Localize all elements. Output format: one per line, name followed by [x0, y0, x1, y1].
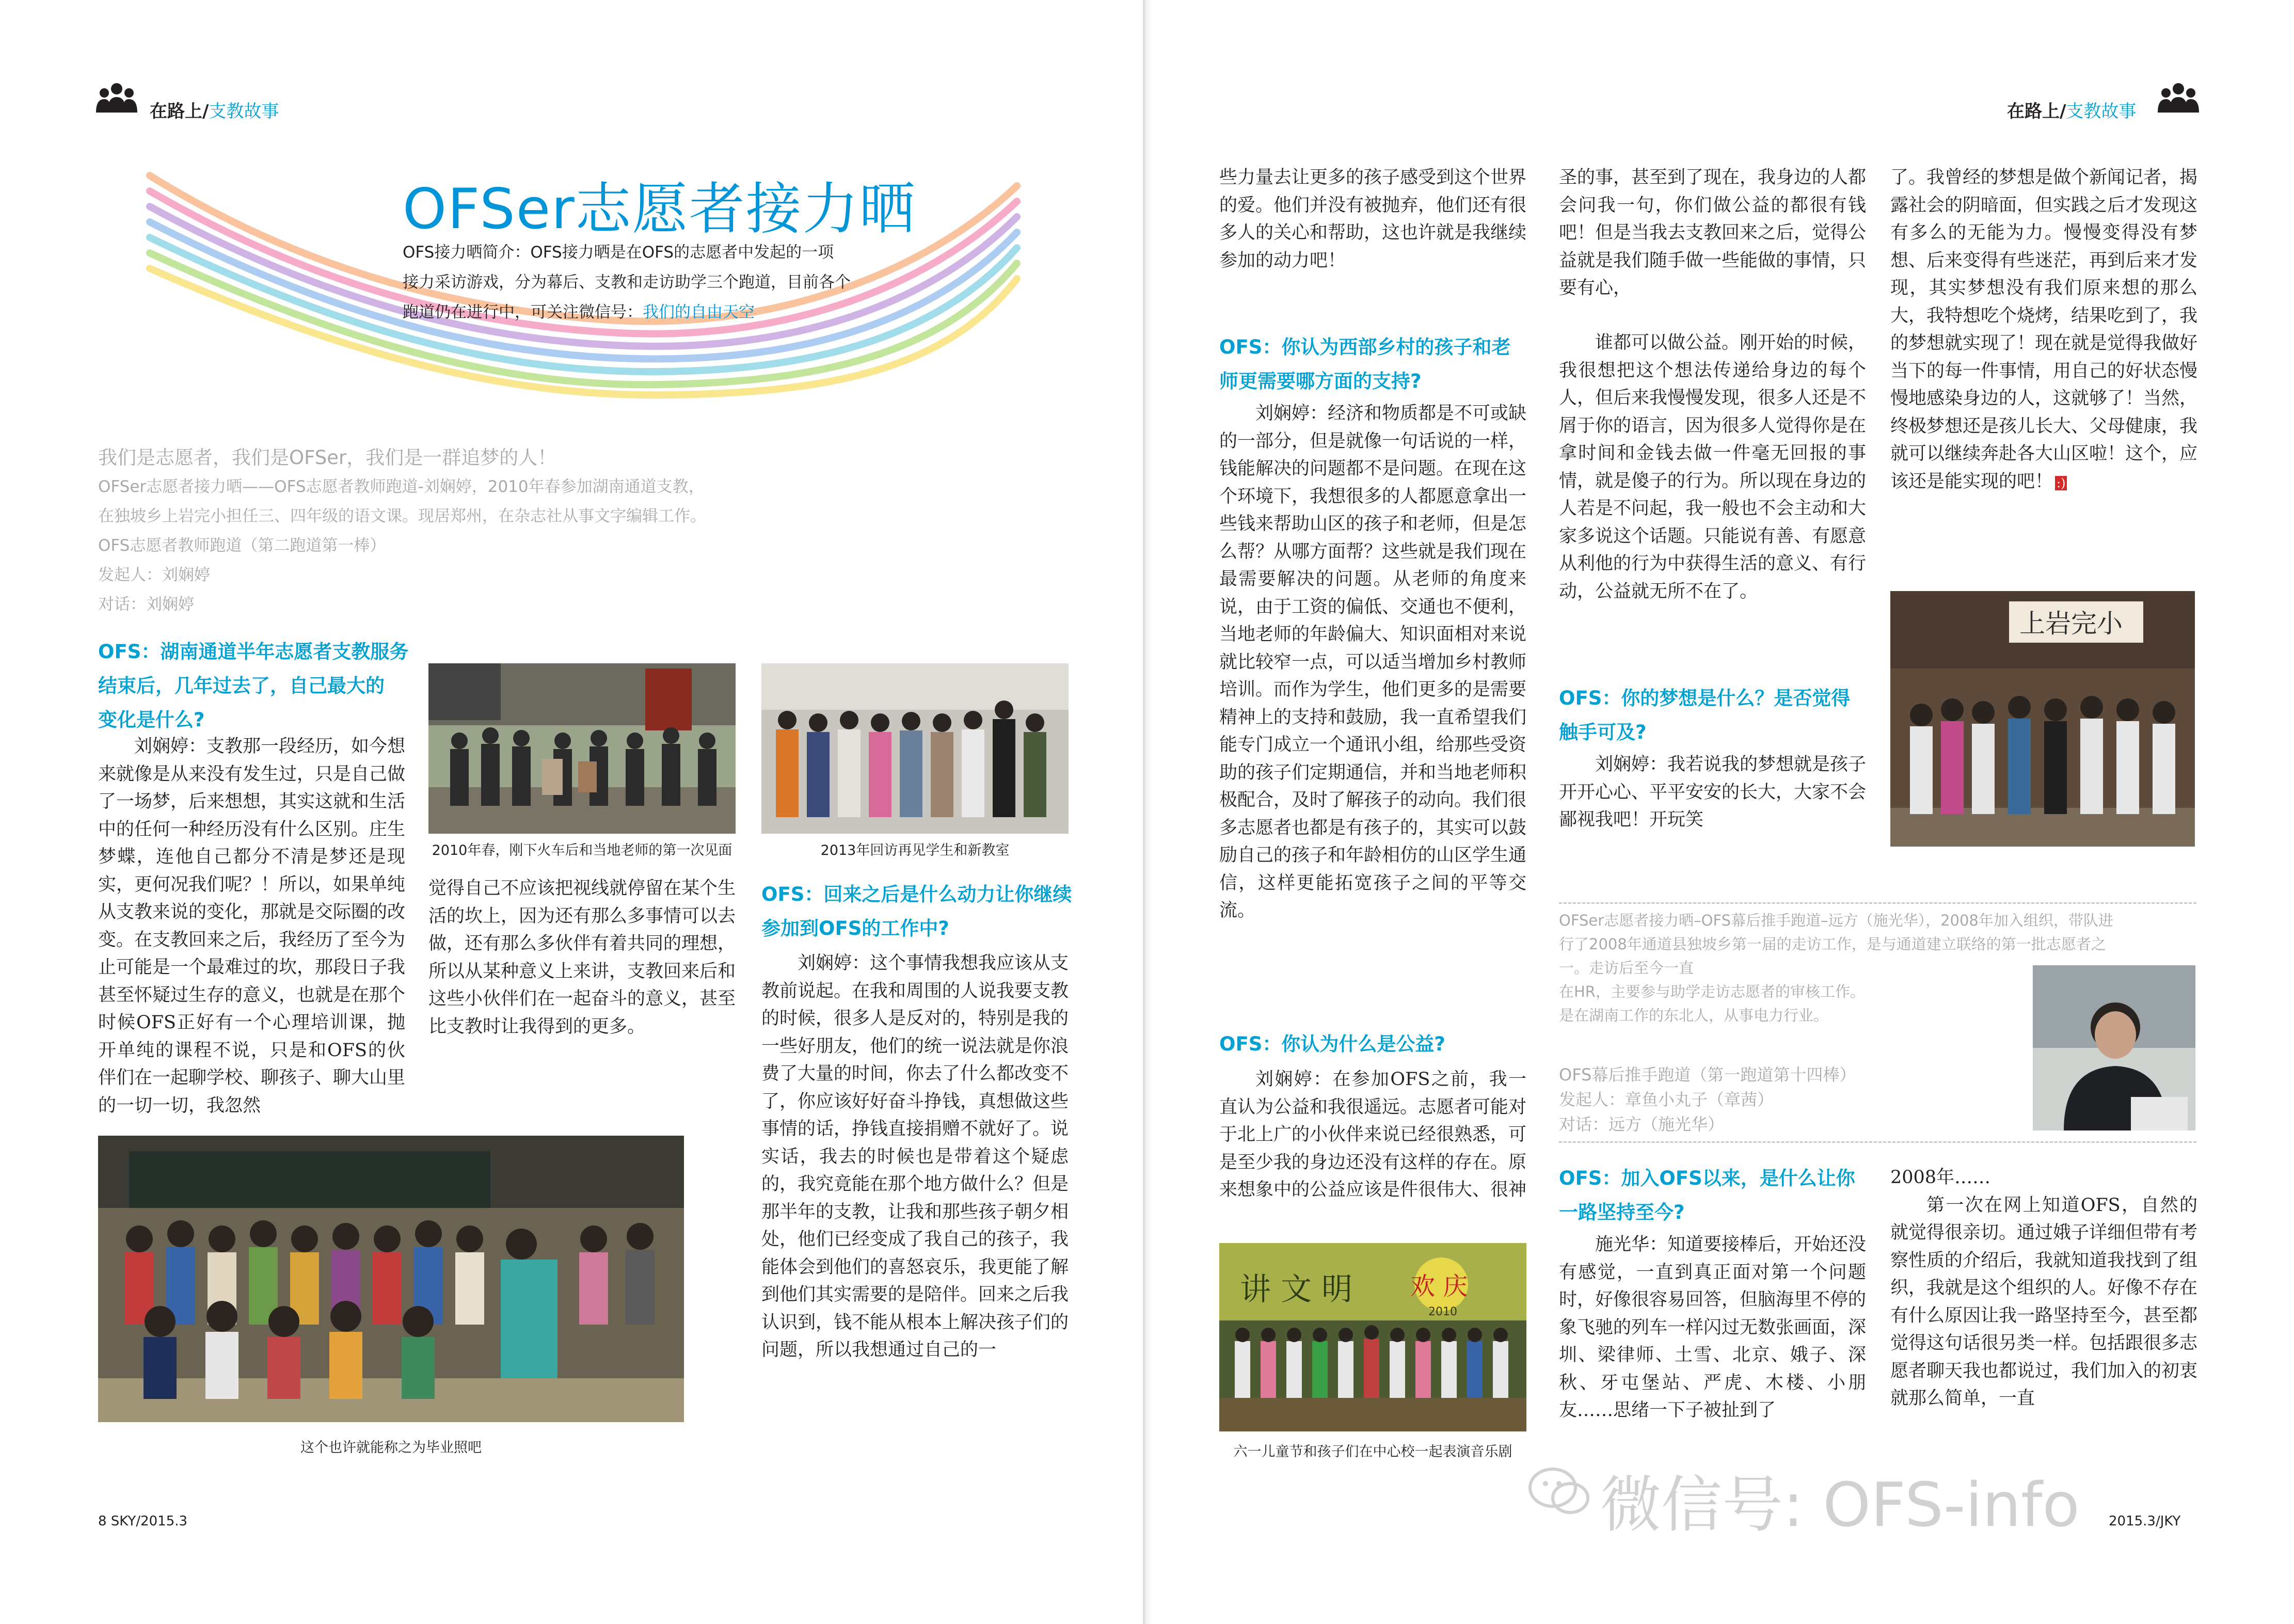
answer-text-continued: 圣的事，甚至到了现在，我身边的人都会问我一句，你们做公益的都很有钱吧！但是当我去支教回来之后，觉得公益就是我们随手做一些能做的事情，只要有心， — [1559, 167, 1866, 298]
profile-line: 发起人：章鱼小丸子（章茜） — [1559, 1090, 1774, 1109]
question-heading: OFS：你认为西部乡村的孩子和老 师更需要哪方面的支持? — [1219, 336, 1511, 392]
section-header — [150, 97, 279, 122]
answer-text: 刘娴婷：支教那一段经历，如今想来就像是从来没有发生过，只是自己做了一场梦，后来想想，其实这就和生活中的任何一种经历没有什么区别。庄生梦蝶，连他自己都分不清是梦还是现实，更何况我们呢？！所以，如果单纯从支教来说的变化，那就是交际圈的改变。在支教回来之后，我经历了至今为止可能是一个最难过的坎，那段日子我甚至怀疑过生存的意义，也就是在那个时候OFS正好有一个心理培训课，抛开单纯的课程不说，只是和OFS的伙伴们在一起聊学校、聊孩子、聊大山里的一切一切，我忽然 — [98, 736, 405, 1116]
answer-text-continued: 2008年…… 第一次在网上知道OFS，自然的就觉得很亲切。通过娥子详细但带有考察性质的介绍后，我就知道我找到了组织，我就是这个组织的人。好像不存在有什么原因让我一路坚持至今，甚至都觉得这句话很另类一样。包括跟很多志愿者聊天我也都说过，我们加入的初衷就那么简单，一直 — [1890, 1167, 2197, 1409]
question-heading: OFS：你认为什么是公益? — [1219, 1033, 1445, 1055]
profile-line: 行了2008年通道县独坡乡第一届的走访工作，是与通道建立联络的第一批志愿者之 — [1559, 935, 2106, 953]
profile-line: OFS志愿者教师跑道（第二跑道第一棒） — [98, 536, 386, 555]
section-subname: 支教故事 — [2066, 101, 2137, 122]
answer-text: 刘娴婷：经济和物质都是不可或缺的一部分，但是就像一句话说的一样，钱能解决的问题都不是问题。在现在这个环境下，我想很多的人都愿意拿出一些钱来帮助山区的孩子和老师，但是怎么帮？从哪方面帮？这些就是我们现在最需要解决的问题。从老师的角度来说，由于工资的偏低、交通也不便利，当地老师的年龄偏大、知识面相对来说就比较窄一点，可以适当增加乡村教师培训。而作为学生，他们更多的是需要精神上的支持和鼓励，我一直希望我们能专门成立一个通讯小组，给那些受资助的孩子们定期通信，并和当地老师积极配合，及时了解孩子的动向。我们很多志愿者也都是有孩子的，其实可以鼓励自己的孩子和年龄相仿的山区学生通信，这样更能拓宽孩子之间的平等交流。 — [1219, 403, 1526, 921]
people-icon — [96, 83, 137, 114]
stage-banner-text: 讲 文 明 — [1240, 1271, 1353, 1308]
question-heading: OFS：湖南通道半年志愿者支教服务 结束后，几年过去了，自己最大的 变化是什么? — [98, 641, 409, 731]
profile-block — [98, 443, 821, 619]
intro-line: OFS接力晒简介：OFS接力晒是在OFS的志愿者中发起的一项 — [403, 243, 834, 262]
answer-text-continued: 谁都可以做公益。刚开始的时候，我很想把这个想法传递给身边的每个人，但后来我慢慢发现，很多人还是不屑于你的语言，因为很多人觉得你是在拿时间和金钱去做一件毫无回报的事情，就是傻子的行为。所以现在身边的人若是不问起，我一般也不会主动和大家多说这个话题。只能说有善、有愿意从利他的行为中获得生活的意义、有行动，公益就无所不在了。 — [1559, 332, 1866, 602]
profile-line: OFSer志愿者接力晒–OFS幕后推手跑道–远方（施光华），2008年加入组织，带队进 — [1559, 912, 2113, 929]
profile-block-2 — [1559, 1062, 1972, 1137]
intro-line: 跑道仍在进行中，可关注微信号：我们的自由天空 — [403, 303, 755, 322]
photo-school-gate — [1890, 591, 2195, 847]
wechat-id: 我们的自由天空 — [643, 303, 755, 322]
intro-line: 接力采访游戏，分为幕后、支教和走访助学三个跑道，目前各个 — [403, 273, 851, 292]
photo-teachers-meeting — [428, 663, 736, 834]
answer-text: 刘娴婷：这个事情我想我应该从支教前说起。在我和周围的人说我要支教的时候，很多人是反对的，特别是我的一些好朋友，他们的统一说法就是你浪费了大量的时间，你去了什么都改变不了，你应该好好奋斗挣钱，真想做这些事情的话，挣钱直接捐赠不就好了。说实话，我去的时候也是带着这个疑虑的，我究竟能在那个地方做什么？但是那半年的支教，让我和那些孩子朝夕相处，他们已经变成了我自己的孩子，我能体会到他们的喜怒哀乐，我更能了解到他们其实需要的是陪伴。回来之后我认识到，钱不能从根本上解决孩子们的问题，所以我想通过自己的一 — [761, 953, 1069, 1360]
smile-badge: :) — [2055, 476, 2067, 490]
section-name: 在路上/ — [2007, 101, 2066, 122]
stage-year-text: 2010 — [1428, 1305, 1457, 1318]
photo-caption: 六一儿童节和孩子们在中心校一起表演音乐剧 — [1233, 1444, 1512, 1460]
profile-line: OFSer志愿者接力晒——OFS志愿者教师跑道-刘娴婷，2010年春参加湖南通道支教， — [98, 477, 705, 496]
question-heading: OFS：回来之后是什么动力让你继续 参加到OFS的工作中? — [761, 883, 1072, 940]
question-heading: OFS：你的梦想是什么？是否觉得 触手可及? — [1559, 687, 1851, 743]
answer-text-continued: 些力量去让更多的孩子感受到这个世界的爱。他们并没有被抛弃，他们还有很多人的关心和帮助，这也许就是我继续参加的动力吧！ — [1219, 167, 1526, 271]
intro-text — [403, 237, 919, 327]
question-heading: OFS：加入OFS以来，是什么让你 一路坚持至今? — [1559, 1167, 1855, 1223]
section-subname: 支教故事 — [209, 101, 279, 122]
page-spine — [1143, 0, 1153, 1624]
watermark-text: 微信号: OFS-info — [1600, 1469, 2080, 1540]
page-number-right: 2015.3/JKY — [2109, 1514, 2181, 1529]
people-icon — [2158, 83, 2199, 114]
profile-line: 在独坡乡上岩完小担任三、四年级的语文课。现居郑州，在杂志社从事文字编辑工作。 — [98, 507, 706, 526]
answer-text-continued: 觉得自己不应该把视线就停留在某个生活的坎上，因为还有那么多事情可以去做，还有那么多伙伴有着共同的理想，所以从某种意义上来讲，支教回来后和这些小伙伴们在一起奋斗的意义，甚至比支教时让我得到的更多。 — [428, 878, 736, 1037]
answer-text-continued: 了。我曾经的梦想是做个新闻记者，揭露社会的阴暗面，但实践之后才发现这有多么的无能为力。慢慢变得没有梦想、后来变得有些迷茫，再到后来才发现，其实梦想没有我们原来想的那么大，我特想吃个烧烤，结果吃到了，我的梦想就实现了！现在就是觉得我做好当下的每一件事情，用自己的好状态慢慢地感染身边的人，这就够了！当然，终极梦想还是孩儿长大、父母健康，我就可以继续奔赴各大山区啦！这个，应该还是能实现的吧！ :) — [1890, 167, 2197, 492]
answer-text: 刘娴婷：在参加OFS之前，我一直认为公益和我很遥远。志愿者可能对于北上广的小伙伴来说已经很熟悉，可是至少我的身边还没有这样的存在。原来想象中的公益应该是件很伟大、很神 — [1219, 1069, 1526, 1200]
profile-line: 发起人：刘娴婷 — [98, 566, 210, 584]
profile-line: 对话：远方（施光华） — [1559, 1114, 1725, 1134]
profile-line: 一。走访后至今一直 — [1559, 959, 1694, 977]
school-sign-text: 上岩完小 — [2019, 609, 2123, 639]
wechat-icon — [1528, 1466, 1590, 1518]
page-number-left: 8 SKY/2015.3 — [98, 1514, 188, 1529]
answer-text: 施光华：知道要接棒后，开始还没有感觉，一直到真正面对第一个问题时，好像很容易回答，但脑海里不停的象飞驰的列车一样闪过无数张画面，深圳、梁律师、土雪、北京、娥子、深秋、牙屯堡站、严虎、木楼、小朋友……思绪一下子被扯到了 — [1559, 1234, 1866, 1421]
photo-caption: 2013年回访再见学生和新教室 — [820, 842, 1010, 858]
profile-line: 对话：刘娴婷 — [98, 595, 194, 614]
photo-portrait — [2033, 965, 2195, 1131]
section-header-right — [2007, 97, 2136, 122]
stage-banner-text-2: 欢 庆 — [1410, 1272, 1468, 1301]
answer-text: 刘娴婷：我若说我的梦想就是孩子开开心心、平平安安的长大，大家不会鄙视我吧！开玩笑 — [1559, 754, 1866, 830]
profile-line: OFS幕后推手跑道（第一跑道第十四棒） — [1559, 1065, 1856, 1085]
profile-line: 在HR，主要参与助学走访志愿者的审核工作。 — [1559, 983, 1865, 1000]
page-title: OFSer志愿者接力晒 — [403, 177, 916, 242]
profile-slogan: 我们是志愿者，我们是OFSer，我们是一群追梦的人！ — [98, 447, 557, 469]
photo-revisit-students — [761, 663, 1069, 834]
photo-caption: 这个也许就能称之为毕业照吧 — [300, 1440, 482, 1456]
photo-class-group — [98, 1136, 684, 1422]
photo-caption: 2010年春，刚下火车后和当地老师的第一次见面 — [432, 842, 732, 858]
photo-stage-performance — [1219, 1243, 1526, 1431]
section-name: 在路上/ — [150, 101, 209, 122]
profile-line: 是在湖南工作的东北人，从事电力行业。 — [1559, 1007, 1829, 1024]
